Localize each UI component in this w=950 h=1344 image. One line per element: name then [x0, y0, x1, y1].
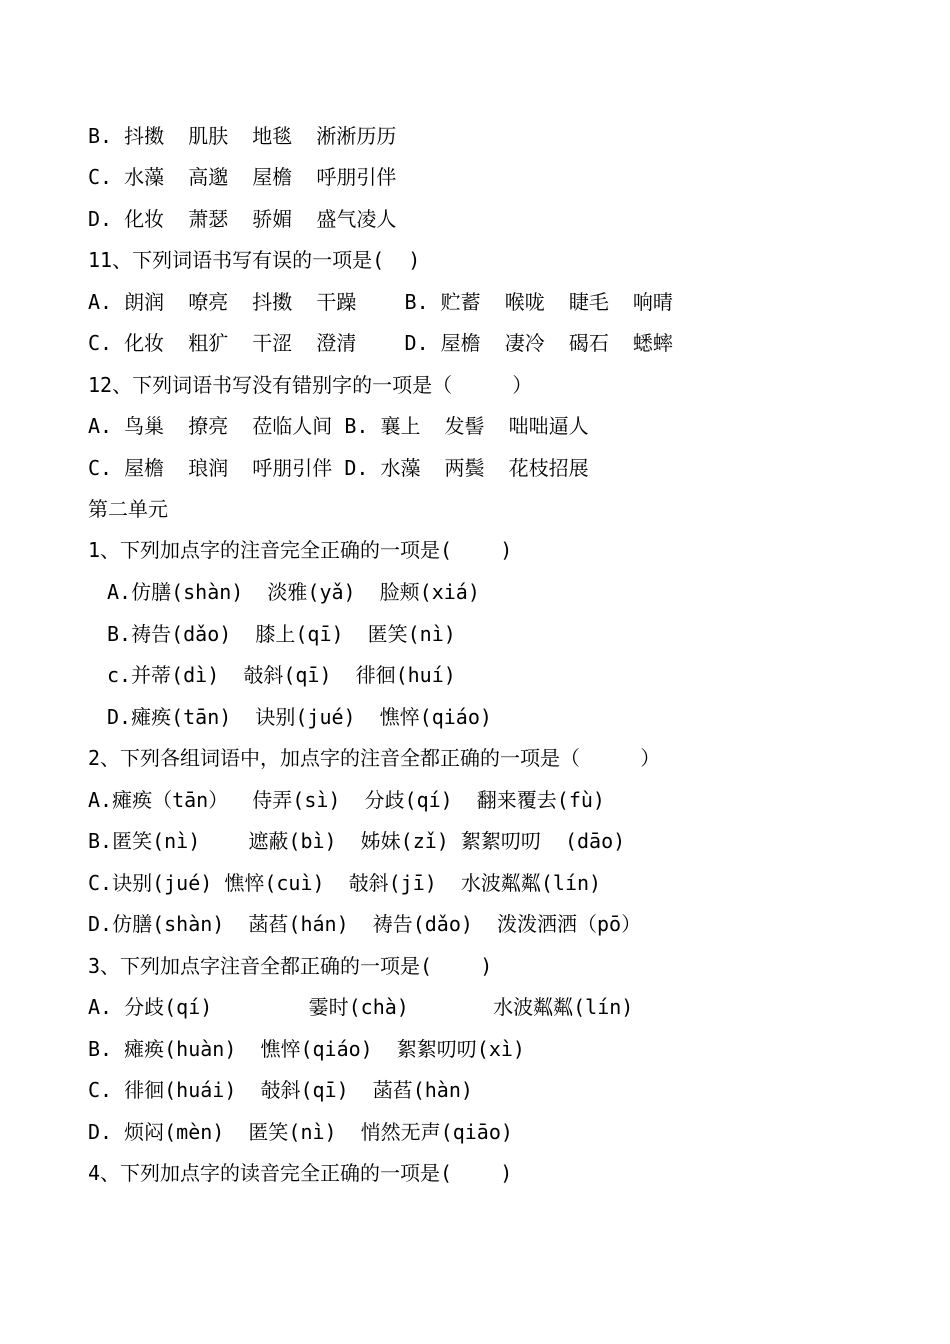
- option-line: D.仿膳(shàn) 菡萏(hán) 祷告(dǎo) 泼泼洒洒（pō）: [88, 912, 642, 936]
- question-line: 12、下列词语书写没有错别字的一项是（ ）: [88, 373, 533, 397]
- option-line: C. 化妆 粗犷 干涩 澄清 D. 屋檐 凄冷 碣石 蟋蟀: [88, 331, 673, 355]
- option-line: A.仿膳(shàn) 淡雅(yǎ) 脸颊(xiá): [107, 580, 480, 604]
- option-line: B.祷告(dǎo) 膝上(qī) 匿笑(nì): [107, 622, 456, 646]
- section-heading: 第二单元: [88, 497, 168, 521]
- option-line: D.瘫痪(tān) 诀别(jué) 憔悴(qiáo): [107, 705, 492, 729]
- option-line: C. 水藻 高邈 屋檐 呼朋引伴: [88, 165, 397, 189]
- option-line: B. 瘫痪(huàn) 憔悴(qiáo) 絮絮叨叨(xì): [88, 1037, 525, 1061]
- question-line: 1、下列加点字的注音完全正确的一项是( ): [88, 538, 513, 562]
- option-line: A. 鸟巢 撩亮 莅临人间 B. 襄上 发髻 咄咄逼人: [88, 414, 589, 438]
- question-line: 2、下列各组词语中，加点字的注音全都正确的一项是（ ）: [88, 746, 661, 770]
- option-line: c.并蒂(dì) 攲斜(qī) 徘徊(huí): [107, 663, 456, 687]
- question-line: 3、下列加点字注音全都正确的一项是( ): [88, 954, 493, 978]
- option-line: D. 化妆 萧瑟 骄媚 盛气凌人: [88, 207, 397, 231]
- option-line: B.匿笑(nì) 遮蔽(bì) 姊妹(zǐ) 絮絮叨叨 (dāo): [88, 829, 626, 853]
- question-line: 4、下列加点字的读音完全正确的一项是( ): [88, 1161, 513, 1185]
- option-line: A. 分歧(qí) 霎时(chà) 水波粼粼(lín): [88, 995, 634, 1019]
- option-line: A. 朗润 嘹亮 抖擞 干躁 B. 贮蓄 喉咙 睫毛 响晴: [88, 290, 673, 314]
- option-line: C.诀别(jué) 憔悴(cuì) 攲斜(jī) 水波粼粼(lín): [88, 871, 602, 895]
- option-line: D. 烦闷(mèn) 匿笑(nì) 悄然无声(qiāo): [88, 1120, 513, 1144]
- option-line: C. 徘徊(huái) 攲斜(qī) 菡萏(hàn): [88, 1078, 473, 1102]
- option-line: B. 抖擞 肌肤 地毯 淅淅历历: [88, 124, 397, 148]
- option-line: A.瘫痪（tān） 侍弄(sì) 分歧(qí) 翻来覆去(fù): [88, 788, 605, 812]
- option-line: C. 屋檐 琅润 呼朋引伴 D. 水藻 两鬓 花枝招展: [88, 456, 589, 480]
- question-line: 11、下列词语书写有误的一项是( ): [88, 248, 421, 272]
